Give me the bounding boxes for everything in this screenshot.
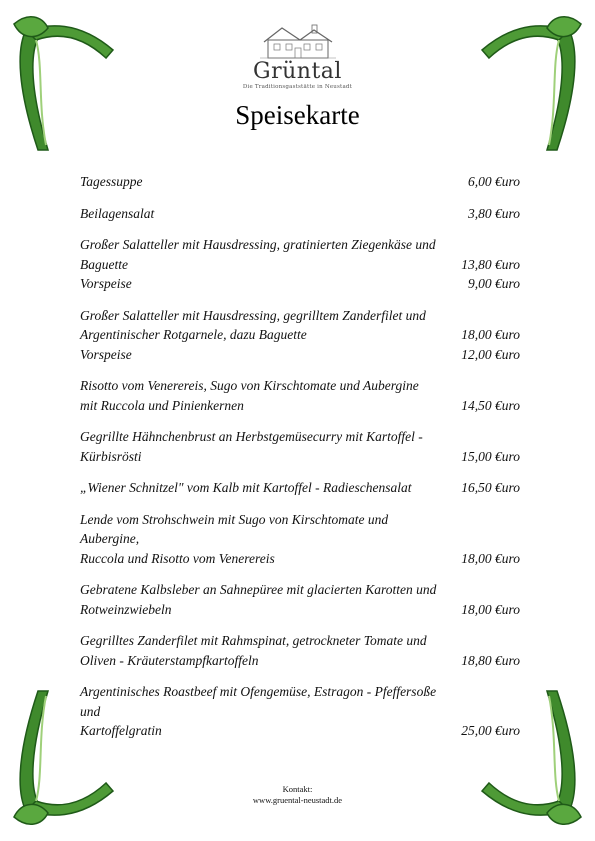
dish-price: 25,00 €uro (461, 723, 520, 738)
dish-description: Ruccola und Risotto vom Venerereis (80, 550, 275, 566)
menu-item-line (80, 510, 520, 549)
dish-price: 3,80 €uro (467, 205, 520, 221)
logo-name: Grüntal (253, 59, 342, 84)
dish-description: mit Ruccola und Pinienkernen (80, 397, 244, 413)
dish-description: Beilagensalat (80, 205, 155, 221)
menu-item-line (80, 427, 520, 447)
page-title: Speisekarte (235, 100, 360, 130)
dish-description: Argentinisches Roastbeef mit Ofengemüse, Estragon - Pfeffersoße und (80, 684, 437, 719)
menu-item-line (80, 651, 520, 671)
menu-item (80, 172, 520, 192)
dish-description: Rotweinzwiebeln (80, 601, 172, 617)
dish-price: 12,00 €uro (461, 346, 520, 362)
dish-description: „Wiener Schnitzel" vom Kalb mit Kartoffel - Radieschensalat (80, 480, 412, 495)
menu-item-line (80, 376, 520, 396)
menu-item-line (80, 345, 520, 365)
menu-item (80, 510, 520, 569)
dish-description: Vorspeise (80, 346, 132, 362)
menu-item (80, 478, 520, 498)
dish-description: Großer Salatteller mit Hausdressing, gegrilltem Zanderfilet und (80, 307, 426, 323)
dish-price (450, 631, 520, 651)
menu-item (80, 427, 520, 466)
dish-price: 6,00 €uro (467, 174, 520, 189)
menu-item-line (80, 447, 520, 467)
menu-item-line (80, 478, 520, 498)
dish-description: Gebratene Kalbsleber an Sahnepüree mit glacierten Karotten und (80, 582, 437, 597)
dish-price (450, 235, 520, 255)
dish-description: Kartoffelgratin (80, 723, 162, 738)
menu-item-line (80, 549, 520, 569)
dish-price: 18,00 €uro (461, 601, 520, 617)
menu-item (80, 580, 520, 619)
house-icon (258, 22, 338, 60)
menu-item (80, 204, 520, 224)
dish-description: Risotto vom Venerereis, Sugo von Kirschtomate und Aubergine (80, 378, 419, 393)
menu-item-line (80, 631, 520, 651)
menu-item (80, 376, 520, 415)
dish-price (450, 376, 520, 396)
menu-list (80, 172, 520, 741)
dish-description: Oliven - Kräuterstampfkartoffeln (80, 652, 259, 668)
menu-item-line (80, 172, 520, 192)
dish-description: Gegrilltes Zanderfilet mit Rahmspinat, getrockneter Tomate und (80, 633, 427, 648)
menu-item-line (80, 600, 520, 620)
contact-footer (0, 784, 595, 806)
dish-price: 18,00 €uro (461, 550, 520, 566)
restaurant-logo (0, 22, 595, 90)
menu-item-line (80, 396, 520, 416)
dish-price (450, 580, 520, 600)
menu-item-line (80, 204, 520, 224)
contact-label: Kontakt: (282, 784, 313, 794)
menu-item-line (80, 306, 520, 326)
menu-item (80, 235, 520, 294)
menu-item (80, 306, 520, 365)
dish-price: 9,00 €uro (467, 276, 520, 291)
menu-item (80, 682, 520, 741)
menu-item-line (80, 721, 520, 741)
dish-description: Baguette (80, 256, 128, 272)
dish-description: Kürbisrösti (80, 448, 142, 464)
menu-item-line (80, 235, 520, 255)
dish-description: Gegrillte Hähnchenbrust an Herbstgemüsecurry mit Kartoffel - (80, 429, 423, 444)
dish-price: 14,50 €uro (461, 397, 520, 413)
menu-item-line (80, 580, 520, 600)
dish-price: 13,80 €uro (461, 256, 520, 272)
menu-item-line (80, 682, 520, 721)
dish-price: 16,50 €uro (461, 480, 520, 495)
dish-price (450, 682, 520, 721)
dish-price (450, 427, 520, 447)
dish-price (450, 510, 520, 549)
menu-item (80, 631, 520, 670)
dish-description: Vorspeise (80, 276, 132, 291)
menu-item-line (80, 274, 520, 294)
dish-price (450, 306, 520, 326)
menu-item-line (80, 255, 520, 275)
contact-website-link[interactable]: www.gruental-neustadt.de (252, 795, 343, 805)
dish-description: Tagessuppe (80, 174, 143, 189)
logo-tagline: Die Traditionsgaststätte in Neustadt (242, 84, 353, 90)
dish-price: 18,80 €uro (461, 652, 520, 668)
dish-description: Lende vom Strohschwein mit Sugo von Kirschtomate und Aubergine, (80, 511, 389, 546)
dish-price: 15,00 €uro (461, 448, 520, 464)
menu-item-line (80, 325, 520, 345)
dish-description: Argentinischer Rotgarnele, dazu Baguette (80, 327, 307, 342)
dish-description: Großer Salatteller mit Hausdressing, gratinierten Ziegenkäse und (80, 237, 436, 252)
dish-price: 18,00 €uro (461, 327, 520, 342)
